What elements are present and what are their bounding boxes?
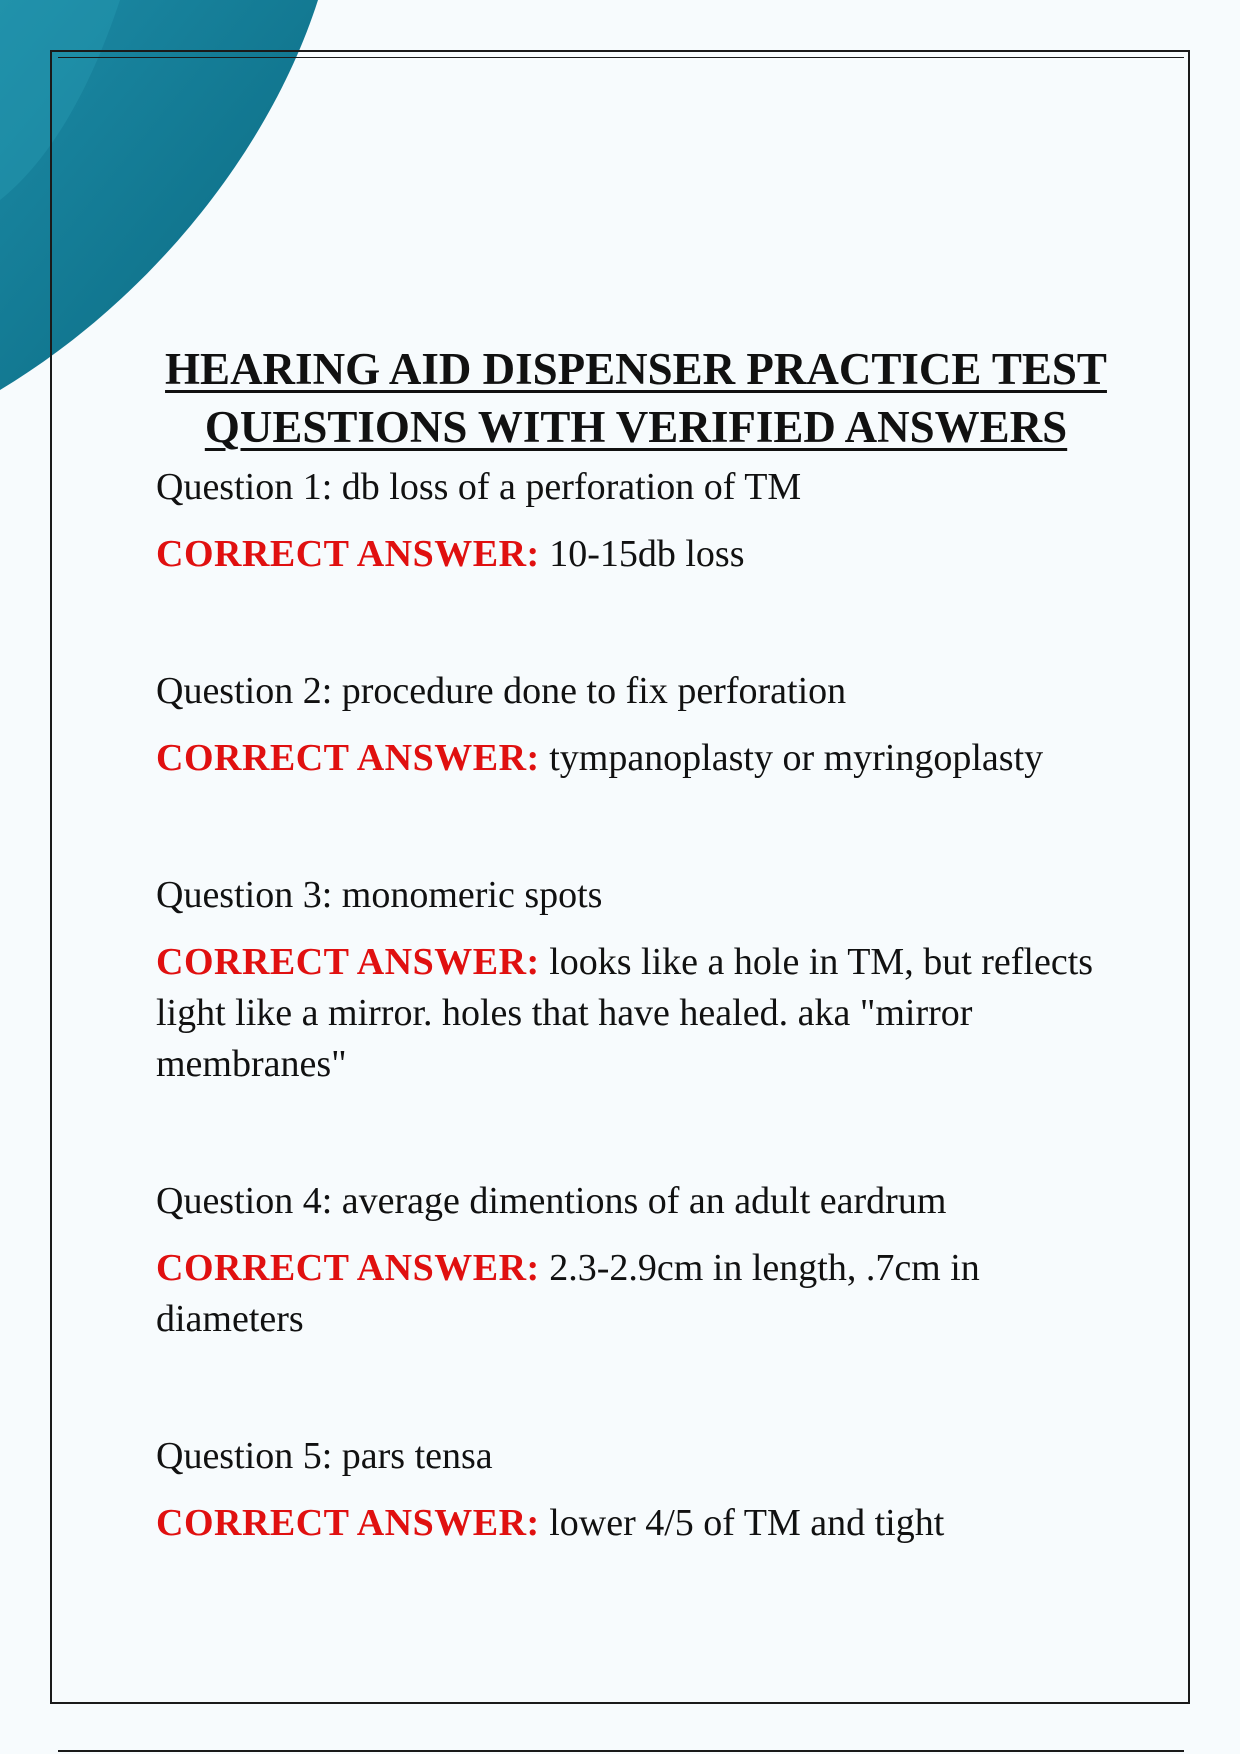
question-text: Question 5: pars tensa	[156, 1435, 493, 1477]
top-rule	[58, 57, 1184, 58]
qa-item-1	[156, 462, 1116, 580]
answer-value: 10-15db loss	[549, 533, 745, 575]
document-title	[156, 340, 1116, 456]
bottom-rule	[58, 1750, 1184, 1752]
answer-text	[156, 937, 1116, 1090]
answer-value: tympanoplasty or myringoplasty	[549, 737, 1044, 779]
title-line-2: QUESTIONS WITH VERIFIED ANSWERS	[204, 402, 1068, 452]
answer-text	[156, 1498, 1116, 1549]
correct-answer-label: CORRECT ANSWER:	[156, 1502, 540, 1544]
correct-answer-label: CORRECT ANSWER:	[156, 941, 540, 983]
question-text: Question 3: monomeric spots	[156, 874, 603, 916]
question-text: Question 2: procedure done to fix perforation	[156, 670, 847, 712]
correct-answer-label: CORRECT ANSWER:	[156, 533, 540, 575]
document-body	[156, 340, 1116, 1549]
correct-answer-label: CORRECT ANSWER:	[156, 1247, 540, 1289]
title-line-1: HEARING AID DISPENSER PRACTICE TEST	[165, 344, 1107, 394]
answer-text	[156, 1243, 1116, 1345]
qa-item-3	[156, 870, 1116, 1090]
question-text: Question 4: average dimentions of an adult eardrum	[156, 1180, 947, 1222]
question-text: Question 1: db loss of a perforation of TM	[156, 466, 802, 508]
answer-value: looks like a hole in TM, but reflects light like a mirror. holes that have healed. aka "mirror membranes"	[156, 941, 1094, 1085]
qa-item-5	[156, 1431, 1116, 1549]
answer-text	[156, 529, 1116, 580]
answer-value: 2.3-2.9cm in length, .7cm in diameters	[156, 1247, 980, 1340]
answer-value: lower 4/5 of TM and tight	[549, 1502, 945, 1544]
correct-answer-label: CORRECT ANSWER:	[156, 737, 540, 779]
answer-text	[156, 733, 1116, 784]
qa-item-4	[156, 1176, 1116, 1345]
qa-item-2	[156, 666, 1116, 784]
